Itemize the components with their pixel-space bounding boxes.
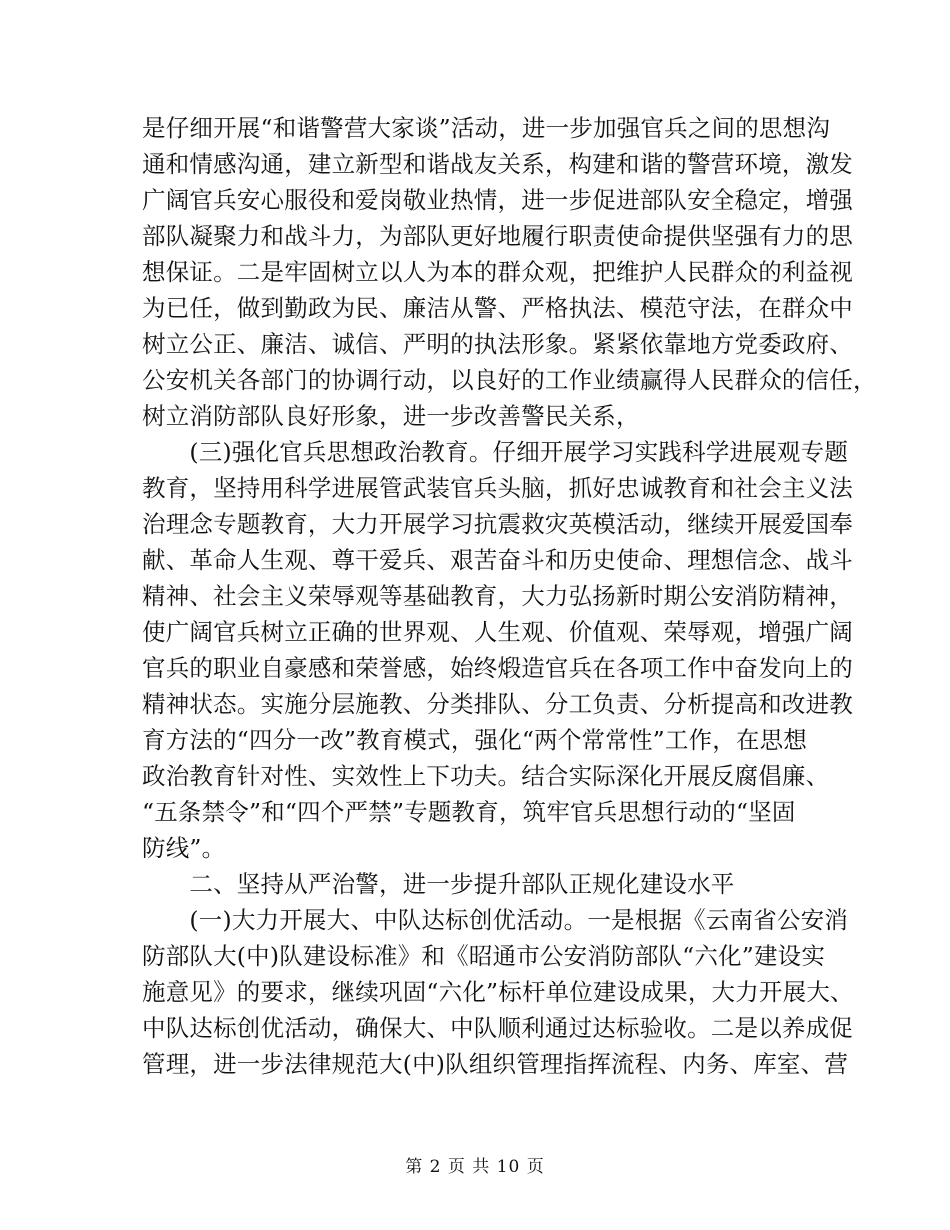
text-line: 树立公正、廉洁、诚信、严明的执法形象。紧紧依靠地方党委政府、 (142, 330, 853, 358)
text-line: 政治教育针对性、实效性上下功夫。结合实际深化开展反腐倡廉、 (142, 762, 830, 790)
text-line: 中队达标创优活动，确保大、中队顺利通过达标验收。二是以养成促 (142, 1014, 853, 1042)
text-line: 精神、社会主义荣辱观等基础教育，大力弘扬新时期公安消防精神， (142, 582, 853, 610)
text-line: 广阔官兵安心服役和爱岗敬业热情，进一步促进部队安全稳定，增强 (142, 186, 853, 214)
text-line: 防部队大(中)队建设标准》和《昭通市公安消防部队“六化”建设实 (142, 942, 826, 970)
text-line: 通和情感沟通，建立新型和谐战友关系，构建和谐的警营环境，激发 (142, 150, 853, 178)
text-line: 教育，坚持用科学进展管武装官兵头脑，抓好忠诚教育和社会主义法 (142, 474, 853, 502)
text-line: 公安机关各部门的协调行动，以良好的工作业绩赢得人民群众的信任， (142, 366, 877, 394)
text-line: 防线”。 (142, 834, 226, 862)
text-line: 使广阔官兵树立正确的世界观、人生观、价值观、荣辱观，增强广阔 (142, 618, 853, 646)
text-line: 为已任，做到勤政为民、廉洁从警、严格执法、模范守法，在群众中 (142, 294, 853, 322)
section-heading-line: 二、坚持从严治警，进一步提升部队正规化建设水平 (142, 870, 735, 898)
page-number-footer: 第 2 页 共 10 页 (405, 1157, 545, 1177)
text-line: 精神状态。实施分层施教、分类排队、分工负责、分析提高和改进教 (142, 690, 853, 718)
text-line: 治理念专题教育，大力开展学习抗震救灾英模活动，继续开展爱国奉 (142, 510, 853, 538)
section-heading-line: (三)强化官兵思想政治教育。仔细开展学习实践科学进展观专题 (142, 438, 849, 466)
text-line: 献、革命人生观、尊干爱兵、艰苦奋斗和历史使命、理想信念、战斗 (142, 546, 853, 574)
text-line: 是仔细开展“和谐警营大家谈”活动，进一步加强官兵之间的思想沟 (142, 114, 831, 142)
text-line: 育方法的“四分一改”教育模式，强化“两个常常性”工作，在思想 (142, 726, 808, 754)
text-line: 想保证。二是牢固树立以人为本的群众观，把维护人民群众的利益视 (142, 258, 853, 286)
text-line: 施意见》的要求，继续巩固“六化”标杆单位建设成果，大力开展大、 (142, 978, 854, 1006)
section-heading-line: (一)大力开展大、中队达标创优活动。一是根据《云南省公安消 (142, 906, 849, 934)
text-line: 部队凝聚力和战斗力，为部队更好地履行职责使命提供坚强有力的思 (142, 222, 853, 250)
text-line: “五条禁令”和“四个严禁”专题教育，筑牢官兵思想行动的“坚固 (142, 798, 796, 826)
text-line: 官兵的职业自豪感和荣誉感，始终煅造官兵在各项工作中奋发向上的 (142, 654, 853, 682)
text-line: 管理，进一步法律规范大(中)队组织管理指挥流程、内务、库室、营 (142, 1050, 849, 1078)
text-line: 树立消防部队良好形象，进一步改善警民关系， (142, 402, 640, 430)
